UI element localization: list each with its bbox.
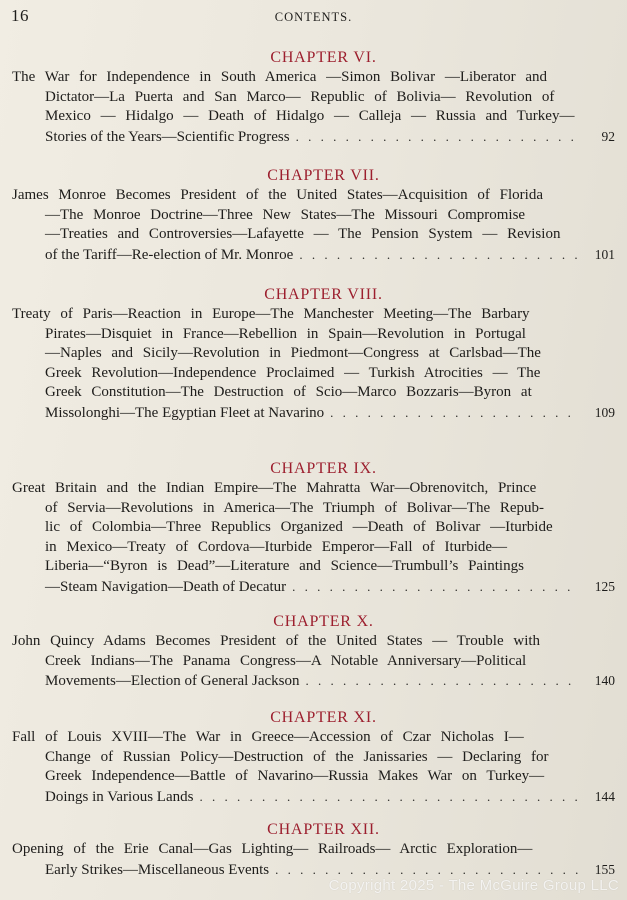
summary-text: Treaty of Paris—Reaction in Europe—The Manchester Meeting—The Barbary <box>12 306 530 322</box>
summary-line <box>0 479 627 499</box>
summary-text: Stories of the Years—Scientific Progress <box>45 128 290 145</box>
chapter-heading: CHAPTER VI. <box>270 49 377 66</box>
dot-leader <box>296 127 579 147</box>
summary-line <box>0 364 627 384</box>
summary-line <box>0 557 627 577</box>
summary-line <box>0 186 627 206</box>
summary-text: —Treaties and Controversies—Lafayette — The Pension System — Revision <box>45 226 561 242</box>
summary-text: Liberia—“Byron is Dead”—Literature and Science—Trumbull’s Paintings <box>45 558 524 574</box>
summary-line <box>0 767 627 787</box>
chapter-entry <box>0 708 627 806</box>
page-number: 16 <box>11 6 29 25</box>
summary-line <box>0 383 627 403</box>
summary-line <box>0 840 627 860</box>
summary-text: Missolonghi—The Egyptian Fleet at Navarino <box>45 404 325 421</box>
page-reference: 125 <box>594 578 615 594</box>
summary-text: Doings in Various Lands <box>45 788 194 805</box>
summary-text: Creek Indians—The Panama Congress—A Notable Anniversary—Political <box>45 652 527 669</box>
chapter-entry <box>0 820 627 879</box>
page-header <box>0 6 627 30</box>
summary-text: Greek Constitution—The Destruction of Scio—Marco Bozzaris—Byron at <box>45 384 532 400</box>
page-reference: 140 <box>594 673 615 688</box>
summary-text: —Naples and Sicily—Revolution in Piedmont—Congress at Carlsbad—The <box>45 345 541 361</box>
running-head-title: CONTENTS. <box>274 10 353 24</box>
summary-text: Mexico — Hidalgo — Death of Hidalgo — Calleja — Russia and Turkey— <box>45 108 575 124</box>
dot-leader <box>199 787 579 807</box>
summary-text: Dictator—La Puerta and San Marco— Republic of Bolivia— Revolution of <box>45 88 555 105</box>
page-reference: 92 <box>601 128 615 144</box>
summary-text: The War for Independence in South America —Simon Bolivar —Liberator and <box>12 69 548 85</box>
dot-leader <box>292 577 579 597</box>
summary-text: Greek Revolution—Independence Proclaimed — Turkish Atrocities — The <box>45 364 541 381</box>
summary-last-line <box>0 245 627 265</box>
summary-text: in Mexico—Treaty of Cordova—Iturbide Emperor—Fall of Iturbide— <box>45 538 508 555</box>
summary-text: of Servia—Revolutions in America—The Triumph of Bolivar—The Repub- <box>45 499 545 516</box>
summary-line <box>0 652 627 672</box>
summary-text: Greek Independence—Battle of Navarino—Russia Makes War on Turkey— <box>45 768 545 784</box>
summary-line <box>0 748 627 768</box>
summary-text: Early Strikes—Miscellaneous Events <box>45 861 270 878</box>
summary-line <box>0 518 627 538</box>
summary-line <box>0 225 627 245</box>
chapter-entry <box>0 48 627 146</box>
copyright-watermark: Copyright 2025 - The McGuire Group LLC <box>328 877 619 894</box>
chapter-heading: CHAPTER XII. <box>267 821 380 838</box>
chapter-summary <box>0 186 627 264</box>
summary-line <box>0 538 627 558</box>
dot-leader <box>299 245 579 265</box>
summary-line <box>0 88 627 108</box>
summary-text: John Quincy Adams Becomes President of the United States — Trouble with <box>12 633 541 649</box>
chapter-entry <box>0 459 627 596</box>
summary-line <box>0 206 627 226</box>
chapter-summary <box>0 479 627 596</box>
chapter-summary <box>0 68 627 146</box>
summary-text: —Steam Navigation—Death of Decatur <box>45 578 287 595</box>
chapter-heading: CHAPTER X. <box>273 613 374 630</box>
summary-text: Change of Russian Policy—Destruction of the Janissaries — Declaring for <box>45 748 549 765</box>
summary-line <box>0 305 627 325</box>
chapter-entry <box>0 285 627 422</box>
summary-last-line <box>0 127 627 147</box>
page-reference: 144 <box>594 788 615 804</box>
dot-leader <box>330 403 579 423</box>
summary-last-line <box>0 787 627 807</box>
summary-line <box>0 325 627 345</box>
chapter-heading: CHAPTER XI. <box>270 709 377 726</box>
chapter-heading: CHAPTER IX. <box>270 460 377 477</box>
summary-text: of the Tariff—Re-election of Mr. Monroe <box>45 246 294 263</box>
chapter-heading: CHAPTER VIII. <box>264 286 383 303</box>
summary-last-line <box>0 671 627 691</box>
chapter-heading: CHAPTER VII. <box>267 167 380 184</box>
summary-line <box>0 344 627 364</box>
chapter-entry <box>0 612 627 691</box>
chapter-entry <box>0 166 627 264</box>
summary-last-line <box>0 403 627 423</box>
summary-line <box>0 499 627 519</box>
summary-line <box>0 728 627 748</box>
summary-text: Opening of the Erie Canal—Gas Lighting— Railroads— Arctic Exploration— <box>12 841 533 857</box>
summary-text: James Monroe Becomes President of the United States—Acquisition of Florida <box>12 187 544 203</box>
page-reference: 109 <box>594 404 615 420</box>
summary-text: —The Monroe Doctrine—Three New States—The Missouri Compromise <box>45 206 526 223</box>
chapter-summary <box>0 840 627 879</box>
summary-text: Movements—Election of General Jackson <box>45 673 300 689</box>
chapter-summary <box>0 305 627 422</box>
summary-line <box>0 107 627 127</box>
summary-text: Pirates—Disquiet in France—Rebellion in Spain—Revolution in Portugal <box>45 325 526 342</box>
summary-text: Great Britain and the Indian Empire—The Mahratta War—Obrenovitch, Prince <box>12 480 537 496</box>
summary-line <box>0 68 627 88</box>
page-reference: 101 <box>594 246 615 262</box>
summary-last-line <box>0 577 627 597</box>
page-reference: 155 <box>594 861 615 877</box>
summary-text: Fall of Louis XVIII—The War in Greece—Accession of Czar Nicholas I— <box>12 729 524 745</box>
summary-text: lic of Colombia—Three Republics Organized —Death of Bolivar —Iturbide <box>45 519 553 535</box>
summary-line <box>0 632 627 652</box>
dot-leader <box>306 671 579 691</box>
chapter-summary <box>0 728 627 806</box>
chapter-summary <box>0 632 627 691</box>
